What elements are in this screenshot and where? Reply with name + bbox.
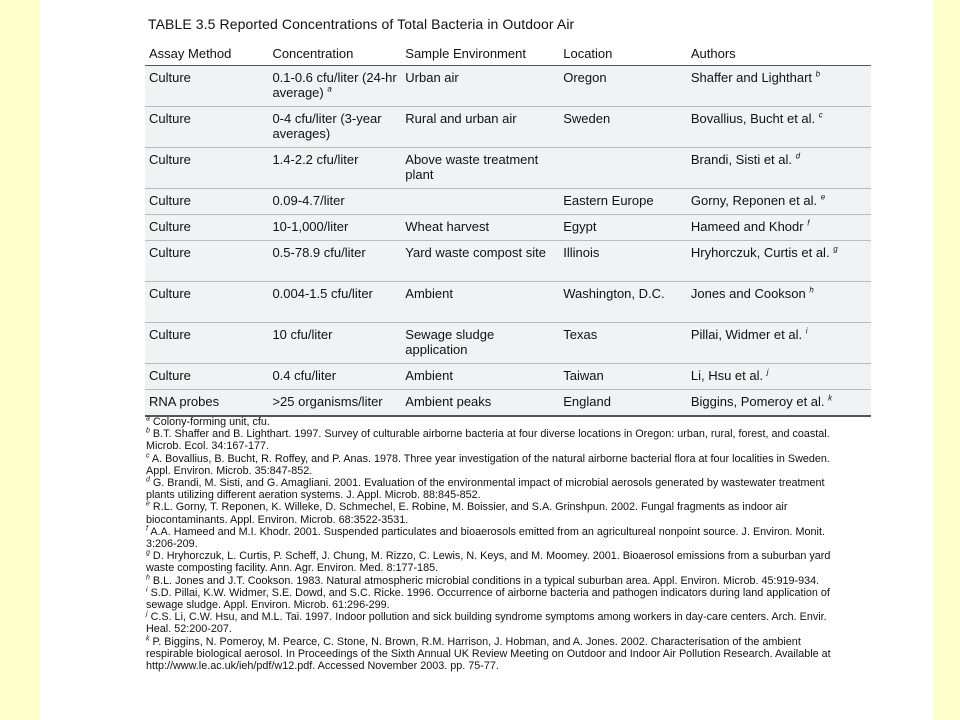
table-row	[145, 66, 871, 107]
footnote-mark: j	[146, 610, 148, 618]
cell-sample-environment-text: Sewage sludge application	[405, 327, 495, 357]
cell-concentration-text: 0.5-78.9 cfu/liter	[272, 245, 366, 260]
cell-authors-text: Hameed and Khodr	[690, 219, 804, 234]
cell-assay-method-text: RNA probes	[149, 394, 220, 409]
footnote-mark: b	[146, 427, 150, 435]
footnote-text: P. Biggins, N. Pomeroy, M. Pearce, C. Stone, N. Brown, R.M. Harrison, J. Hobman, and A. Jones. 2002. Characterisation of the ambient respirable biological aerosol. In Proceedings of the Sixth Annual UK Review Meeting on Outdoor and Indoor Air Pollution Research. Available at http://www.le.ac.uk/ieh/pdf/w12.pdf. Accessed November 2003. pp. 75-77.	[146, 635, 831, 673]
cell-assay-method-text: Culture	[149, 245, 191, 260]
footnote-item	[146, 453, 846, 477]
footnote-mark: a	[146, 415, 150, 423]
cell-concentration-text: 0.09-4.7/liter	[272, 193, 345, 208]
footnote-item	[146, 587, 846, 611]
cell-sample-environment-text: Ambient	[405, 368, 453, 383]
cell-location-text: Egypt	[563, 219, 597, 234]
cell-sample-environment	[401, 66, 559, 107]
cell-concentration-text: 0.1-0.6 cfu/liter (24-hr average)	[272, 70, 397, 100]
header-sample-environment: Sample Environment	[401, 42, 559, 66]
cell-location-text: England	[563, 394, 611, 409]
header-concentration: Concentration	[268, 42, 401, 66]
cell-assay-method	[145, 148, 268, 189]
footnote-marker: j	[766, 367, 769, 377]
table-row	[145, 148, 871, 189]
footnote-text: C.S. Li, C.W. Hsu, and M.L. Tai. 1997. Indoor pollution and sick building syndrome symptoms among workers in day-care centers. Arch. Envir. Heal. 52:200-207.	[146, 611, 827, 636]
cell-sample-environment-text: Yard waste compost site	[405, 245, 546, 260]
cell-location-text: Taiwan	[563, 368, 604, 383]
cell-authors-text: Li, Hsu et al.	[690, 368, 764, 383]
cell-assay-method	[145, 215, 268, 241]
cell-location-text: Washington, D.C.	[563, 286, 665, 301]
cell-assay-method-text: Culture	[149, 368, 191, 383]
footnote-marker: k	[828, 393, 833, 403]
cell-location	[559, 189, 687, 215]
cell-location	[559, 323, 687, 364]
footnote-item	[146, 636, 846, 673]
cell-authors	[687, 148, 871, 189]
cell-location	[559, 241, 687, 282]
footnote-mark: c	[146, 452, 150, 460]
cell-assay-method	[145, 282, 268, 323]
table-row	[145, 323, 871, 364]
cell-concentration-text: 0.4 cfu/liter	[272, 368, 337, 383]
footnote-item	[146, 575, 846, 587]
cell-authors	[687, 390, 871, 417]
cell-sample-environment-text: Ambient	[405, 286, 453, 301]
table-row	[145, 390, 871, 417]
footnote-marker: a	[327, 84, 332, 94]
cell-location-text: Oregon	[563, 70, 607, 85]
footnote-marker: f	[807, 218, 810, 228]
cell-concentration	[268, 189, 401, 215]
cell-location	[559, 107, 687, 148]
footnote-item	[146, 550, 846, 574]
cell-concentration	[268, 241, 401, 282]
cell-concentration	[268, 390, 401, 417]
cell-location-text: Texas	[563, 327, 598, 342]
cell-authors	[687, 364, 871, 390]
cell-sample-environment-text: Wheat harvest	[405, 219, 490, 234]
cell-concentration	[268, 148, 401, 189]
cell-location	[559, 215, 687, 241]
footnote-text: Colony-forming unit, cfu.	[152, 416, 270, 428]
cell-assay-method-text: Culture	[149, 193, 191, 208]
footnote-text: D. Hryhorczuk, L. Curtis, P. Scheff, J. Chung, M. Rizzo, C. Lewis, N. Keys, and M. Moomey. 2001. Bioaerosol emissions from a suburban yard waste composting facility. Ann. Agr. Environ. Med. 8:177-185.	[146, 550, 831, 575]
table-row	[145, 107, 871, 148]
cell-concentration-text: >25 organisms/liter	[272, 394, 383, 409]
cell-assay-method	[145, 107, 268, 148]
footnote-marker: d	[795, 151, 801, 161]
footnote-item	[146, 611, 846, 635]
cell-location-text: Eastern Europe	[563, 193, 654, 208]
footnote-text: R.L. Gorny, T. Reponen, K. Willeke, D. Schmechel, E. Robine, M. Boissier, and S.A. Grinshpun. 2002. Fungal fragments as indoor air biocontaminants. Appl. Environ. Microb. 68:3522-3531.	[146, 501, 788, 526]
cell-authors	[687, 323, 871, 364]
footnote-text: B.T. Shaffer and B. Lighthart. 1997. Survey of culturable airborne bacteria at four diverse locations in Oregon: urban, rural, forest, and coastal. Microb. Ecol. 34:167-177.	[146, 428, 830, 453]
cell-location	[559, 390, 687, 417]
cell-sample-environment	[401, 282, 559, 323]
footnote-marker: h	[809, 285, 814, 295]
cell-sample-environment	[401, 323, 559, 364]
cell-assay-method	[145, 241, 268, 282]
footnote-marker: g	[833, 244, 838, 254]
footnote-mark: d	[146, 476, 150, 484]
cell-location-text: Sweden	[563, 111, 611, 126]
cell-assay-method-text: Culture	[149, 286, 191, 301]
cell-assay-method-text: Culture	[149, 70, 191, 85]
cell-assay-method	[145, 364, 268, 390]
cell-authors-text: Brandi, Sisti et al.	[690, 152, 793, 167]
cell-concentration-text: 0-4 cfu/liter (3-year averages)	[272, 111, 382, 141]
cell-authors-text: Shaffer and Lighthart	[690, 70, 813, 85]
cell-sample-environment	[401, 364, 559, 390]
footnote-marker: c	[818, 110, 823, 120]
cell-authors	[687, 241, 871, 282]
cell-location-text: Illinois	[563, 245, 600, 260]
cell-sample-environment-text: Urban air	[405, 70, 459, 85]
table-row	[145, 189, 871, 215]
header-assay-method: Assay Method	[145, 42, 268, 66]
cell-location	[559, 364, 687, 390]
cell-authors	[687, 215, 871, 241]
cell-concentration-text: 1.4-2.2 cfu/liter	[272, 152, 359, 167]
cell-concentration	[268, 364, 401, 390]
cell-assay-method	[145, 390, 268, 417]
cell-authors-text: Gorny, Reponen et al.	[690, 193, 818, 208]
table-header-row	[145, 42, 871, 66]
footnote-mark: i	[146, 586, 148, 594]
footnotes	[146, 416, 846, 672]
footnote-mark: h	[146, 574, 150, 582]
cell-location	[559, 282, 687, 323]
bacteria-concentration-table	[145, 42, 871, 417]
cell-concentration	[268, 323, 401, 364]
footnote-mark: f	[146, 525, 148, 533]
footnote-item	[146, 428, 846, 452]
cell-assay-method-text: Culture	[149, 327, 191, 342]
footnote-item	[146, 416, 846, 428]
table-title: TABLE 3.5 Reported Concentrations of Total Bacteria in Outdoor Air	[148, 16, 575, 32]
header-authors: Authors	[687, 42, 871, 66]
footnote-mark: e	[146, 500, 150, 508]
cell-authors-text: Jones and Cookson	[690, 286, 806, 301]
cell-location	[559, 148, 687, 189]
cell-authors	[687, 282, 871, 323]
cell-concentration	[268, 107, 401, 148]
table-row	[145, 282, 871, 323]
cell-sample-environment	[401, 390, 559, 417]
cell-sample-environment-text: Above waste treatment plant	[405, 152, 539, 182]
cell-concentration	[268, 215, 401, 241]
cell-sample-environment	[401, 189, 559, 215]
cell-authors-text: Biggins, Pomeroy et al.	[690, 394, 825, 409]
table-row	[145, 215, 871, 241]
cell-location	[559, 66, 687, 107]
footnote-text: A.A. Hameed and M.I. Khodr. 2001. Suspended particulates and bioaerosols emitted from an agricultureal nonpoint source. J. Environ. Monit. 3:206-209.	[146, 525, 825, 551]
cell-assay-method-text: Culture	[149, 111, 191, 126]
cell-assay-method	[145, 323, 268, 364]
cell-assay-method-text: Culture	[149, 219, 191, 234]
footnote-item	[146, 477, 846, 501]
table-row	[145, 241, 871, 282]
cell-authors-text: Hryhorczuk, Curtis et al.	[690, 245, 830, 260]
cell-sample-environment	[401, 107, 559, 148]
footnote-mark: g	[146, 549, 150, 557]
footnote-item	[146, 501, 846, 525]
cell-concentration-text: 0.004-1.5 cfu/liter	[272, 286, 373, 301]
cell-assay-method	[145, 66, 268, 107]
cell-assay-method	[145, 189, 268, 215]
cell-concentration-text: 10-1,000/liter	[272, 219, 349, 234]
cell-assay-method-text: Culture	[149, 152, 191, 167]
cell-authors	[687, 107, 871, 148]
cell-concentration	[268, 282, 401, 323]
footnote-mark: k	[146, 635, 150, 643]
footnote-text: B.L. Jones and J.T. Cookson. 1983. Natural atmospheric microbial conditions in a typical suburban area. Appl. Environ. Microb. 45:919-934.	[152, 574, 820, 587]
table-row	[145, 364, 871, 390]
footnote-item	[146, 526, 846, 550]
footnote-marker: i	[805, 326, 808, 336]
cell-authors-text: Pillai, Widmer et al.	[690, 327, 803, 342]
cell-sample-environment	[401, 241, 559, 282]
footnote-text: A. Bovallius, B. Bucht, R. Roffey, and P. Anas. 1978. Three year investigation of the natural airborne bacterial flora at four localities in Sweden. Appl. Environ. Microb. 35:847-852.	[146, 452, 830, 477]
cell-sample-environment	[401, 148, 559, 189]
cell-authors	[687, 66, 871, 107]
footnote-marker: e	[820, 192, 826, 202]
header-location: Location	[559, 42, 687, 66]
slide-page	[40, 0, 933, 720]
cell-sample-environment	[401, 215, 559, 241]
footnote-marker: b	[815, 69, 821, 79]
cell-authors-text: Bovallius, Bucht et al.	[690, 111, 816, 126]
cell-concentration-text: 10 cfu/liter	[272, 327, 333, 342]
footnote-text: S.D. Pillai, K.W. Widmer, S.E. Dowd, and S.C. Ricke. 1996. Occurrence of airborne bacteria and pathogen indicators during land application of sewage sludge. Appl. Environ. Microb. 61:296-299.	[146, 586, 830, 612]
cell-concentration	[268, 66, 401, 107]
cell-sample-environment-text: Rural and urban air	[405, 111, 517, 126]
cell-sample-environment-text: Ambient peaks	[405, 394, 492, 409]
footnote-text: G. Brandi, M. Sisti, and G. Amagliani. 2001. Evaluation of the environmental impact of microbial aerosols generated by wastewater treatment plants utilizing different aeration systems. J. Appl. Microb. 88:845-852.	[146, 477, 825, 502]
cell-authors	[687, 189, 871, 215]
